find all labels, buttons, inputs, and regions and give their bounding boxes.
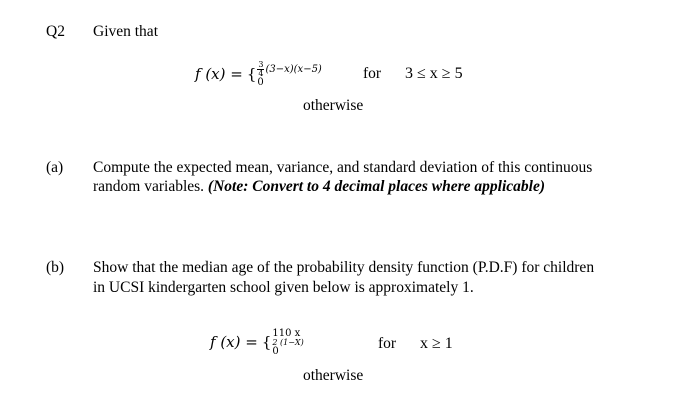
- pdf-equation-1: [195, 56, 322, 92]
- pdf-cases: [272, 329, 303, 356]
- part-b-label: (b): [46, 259, 65, 276]
- pdf-other-value: 0: [257, 77, 264, 88]
- pdf-for-label: for: [378, 335, 397, 352]
- pdf-expression: (3−x)(x−5): [265, 64, 322, 75]
- pdf-fraction: [257, 61, 264, 78]
- pdf-condition: x ≥ 1: [420, 335, 453, 352]
- part-a-line-2: [93, 177, 545, 197]
- pdf-for-label: for: [363, 65, 382, 82]
- question-intro: Given that: [93, 23, 158, 40]
- part-a-line-1: Compute the expected mean, variance, and standard deviation of this continuous: [93, 159, 593, 176]
- part-a-text: random variables.: [93, 178, 205, 195]
- pdf-lhs: f (x) =: [195, 65, 243, 83]
- part-a-note: (Note: Convert to 4 decimal places where applicable): [207, 178, 545, 195]
- question-number: Q2: [46, 23, 65, 40]
- pdf-brace: {: [261, 333, 272, 351]
- pdf-otherwise: otherwise: [303, 97, 364, 114]
- pdf-expression-exponent: 2 (1−X): [272, 337, 304, 347]
- pdf-equation-2: [210, 326, 304, 358]
- pdf-cases: [257, 61, 321, 87]
- part-a-label: (a): [46, 159, 64, 176]
- fraction-denominator: 4: [258, 69, 264, 78]
- part-b-line-2: in UCSI kindergarten school given below is approximately 1.: [93, 279, 474, 296]
- pdf-condition: 3 ≤ x ≥ 5: [405, 65, 463, 82]
- fraction-numerator: 3: [258, 60, 264, 69]
- part-b-line-1: Show that the median age of the probability density function (P.D.F) for children: [93, 259, 595, 276]
- pdf-other-value: 0: [272, 345, 279, 357]
- pdf-expression-base: 110 x: [272, 327, 301, 339]
- pdf-lhs: f (x) =: [210, 333, 258, 351]
- pdf-brace: {: [246, 65, 257, 83]
- pdf-otherwise: otherwise: [303, 367, 364, 384]
